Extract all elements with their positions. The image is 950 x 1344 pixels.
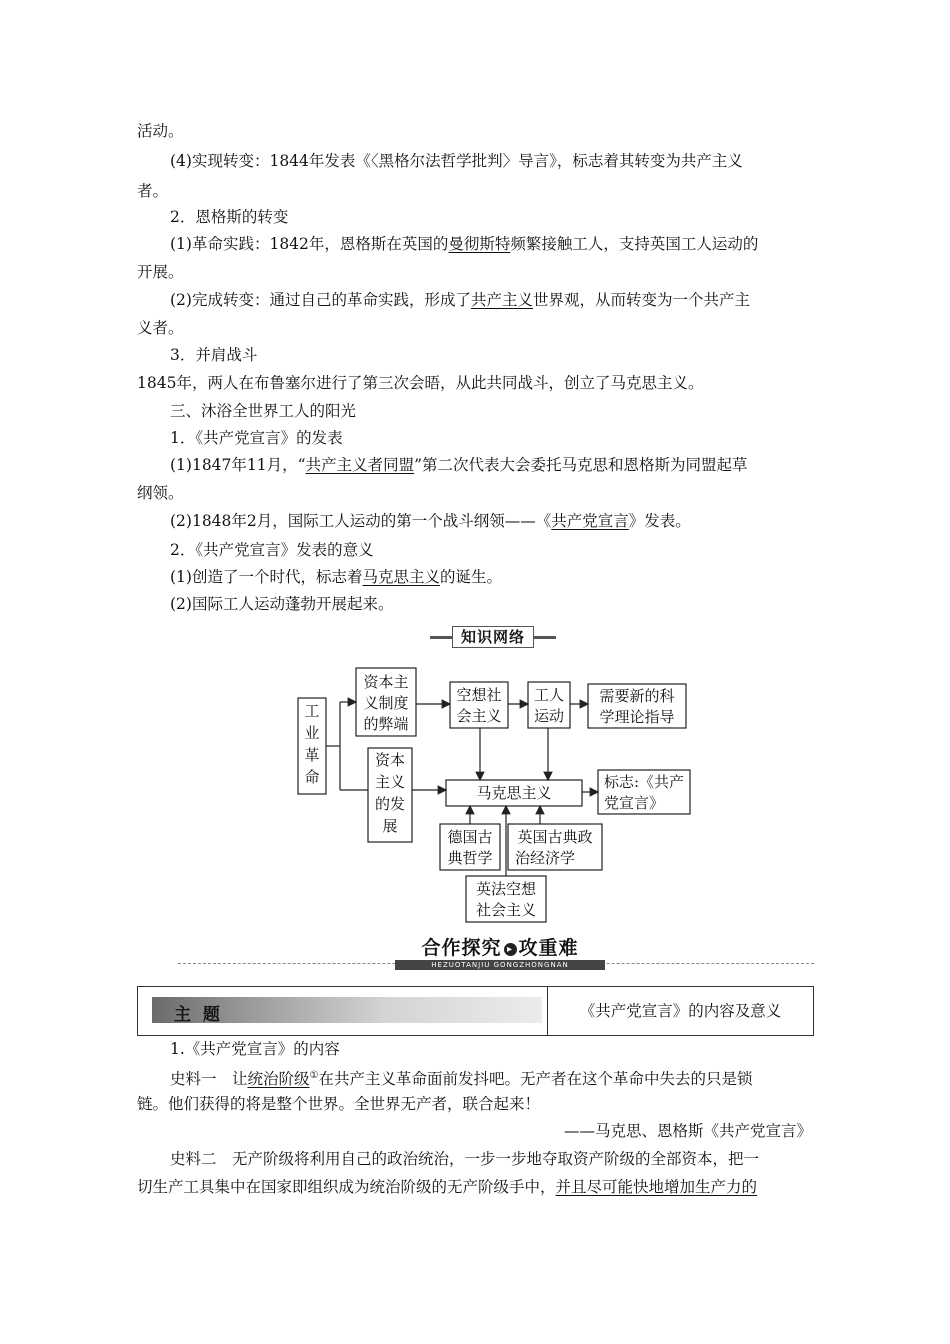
text-line: 切生产工具集中在国家即组织成为统治阶级的无产阶级手中，并且尽可能快地增加生产力的: [137, 1178, 758, 1196]
label-flaws-1: 资本主: [363, 673, 409, 691]
text-line: (2)完成转变：通过自己的革命实践，形成了共产主义世界观，从而转变为一个共产主: [170, 291, 750, 309]
label-need-2: 学理论指导: [599, 708, 675, 726]
label-dev-1: 资本: [374, 751, 406, 769]
underlined-term: 共产党宣言: [551, 512, 629, 530]
heading-engels: 2．恩格斯的转变: [170, 208, 289, 226]
text-line: 者。: [137, 182, 169, 200]
label-dev-2: 主义: [374, 773, 406, 791]
text-line: 纲领。: [137, 484, 184, 502]
label-anglo-2: 社会主义: [475, 901, 537, 919]
topic-box: [137, 986, 814, 1036]
text-line: 1845年，两人在布鲁塞尔进行了第三次会晤，从此共同战斗，创立了马克思主义。: [137, 374, 704, 392]
label-german-2: 典哲学: [447, 849, 493, 867]
text-line: 活动。: [137, 122, 184, 140]
text-line: 开展。: [137, 263, 184, 281]
label-flaws-3: 的弊端: [363, 715, 409, 733]
text-line: (1)革命实践：1842年，恩格斯在英国的曼彻斯特频繁接触工人，支持英国工人运动的: [170, 235, 759, 253]
heading-manifesto: 1．《共产党宣言》的发表: [170, 429, 343, 447]
label-workers-2: 运动: [533, 707, 565, 725]
heading-significance: 2．《共产党宣言》发表的意义: [170, 541, 374, 559]
underlined-term: 曼彻斯特: [448, 235, 511, 253]
label-industrial-1: 工: [304, 702, 320, 720]
text-line: 义者。: [137, 319, 184, 337]
section-heading-cooperation: 合作探究 ▸ 攻重难: [421, 937, 579, 959]
section-heading-3: 三、沐浴全世界工人的阳光: [170, 402, 357, 420]
text-line: 链。他们获得的将是整个世界。全世界无产者，联合起来！: [137, 1095, 541, 1113]
topic-tag: 主 题: [152, 997, 542, 1023]
underlined-term: 统治阶级: [247, 1070, 310, 1089]
text-line: (2)国际工人运动蓬勃开展起来。: [170, 595, 394, 613]
label-marker-2: 党宣言》: [603, 794, 665, 812]
label-utopian-1: 空想社: [456, 686, 502, 704]
underlined-term: 共产主义: [470, 291, 533, 309]
knowledge-network-banner: [430, 626, 556, 648]
label-flaws-2: 义制度: [363, 694, 409, 712]
knowledge-diagram: [290, 664, 700, 924]
footnote-mark: ①: [309, 1070, 319, 1081]
label-industrial-3: 革: [304, 746, 320, 764]
underlined-term: 共产主义者同盟: [305, 456, 415, 474]
heading-content: 1.《共产党宣言》的内容: [170, 1040, 340, 1058]
text-line: (1)创造了一个时代，标志着马克思主义的诞生。: [170, 568, 502, 586]
label-english-1: 英国古典政: [517, 828, 593, 846]
label-dev-3: 的发: [374, 795, 406, 813]
label-dev-4: 展: [382, 817, 398, 835]
arrow-icon: ▸: [504, 943, 517, 956]
text-line: 史料一 让统治阶级①在共产主义革命面前发抖吧。无产者在这个革命中失去的只是锁: [170, 1070, 753, 1089]
label-english-2: 治经济学: [514, 849, 576, 867]
label-marxism: 马克思主义: [476, 784, 552, 802]
citation: ——马克思、恩格斯《共产党宣言》: [563, 1122, 812, 1140]
label-need-1: 需要新的科: [599, 687, 675, 705]
label-workers-1: 工人: [533, 686, 565, 704]
underlined-term: 并且尽可能快地增加生产力的: [555, 1178, 758, 1196]
label-utopian-2: 会主义: [456, 707, 502, 725]
text-line: 史料二 无产阶级将利用自己的政治统治，一步一步地夺取资产阶级的全部资本，把一: [170, 1150, 760, 1168]
label-anglo-1: 英法空想: [475, 880, 537, 898]
text-line: (2)1848年2月，国际工人运动的第一个战斗纲领——《共产党宣言》发表。: [170, 512, 691, 530]
underlined-term: 马克思主义: [362, 568, 440, 586]
topic-title: 《共产党宣言》的内容及意义: [579, 1002, 782, 1020]
label-german-1: 德国古: [447, 828, 493, 846]
section-subtitle: HEZUOTANJIU GONGZHONGNAN: [395, 960, 605, 970]
heading-fight: 3．并肩战斗: [170, 346, 258, 364]
text-line: (4)实现转变：1844年发表《〈黑格尔法哲学批判〉导言》，标志着其转变为共产主义: [170, 152, 743, 170]
label-industrial-4: 命: [304, 768, 320, 786]
label-marker-1: 标志:《共产: [603, 773, 685, 791]
knowledge-network-title: 知识网络: [452, 626, 534, 648]
label-industrial-2: 业: [304, 724, 320, 742]
text-line: (1)1847年11月，“共产主义者同盟”第二次代表大会委托马克思和恩格斯为同盟起草: [170, 456, 748, 474]
